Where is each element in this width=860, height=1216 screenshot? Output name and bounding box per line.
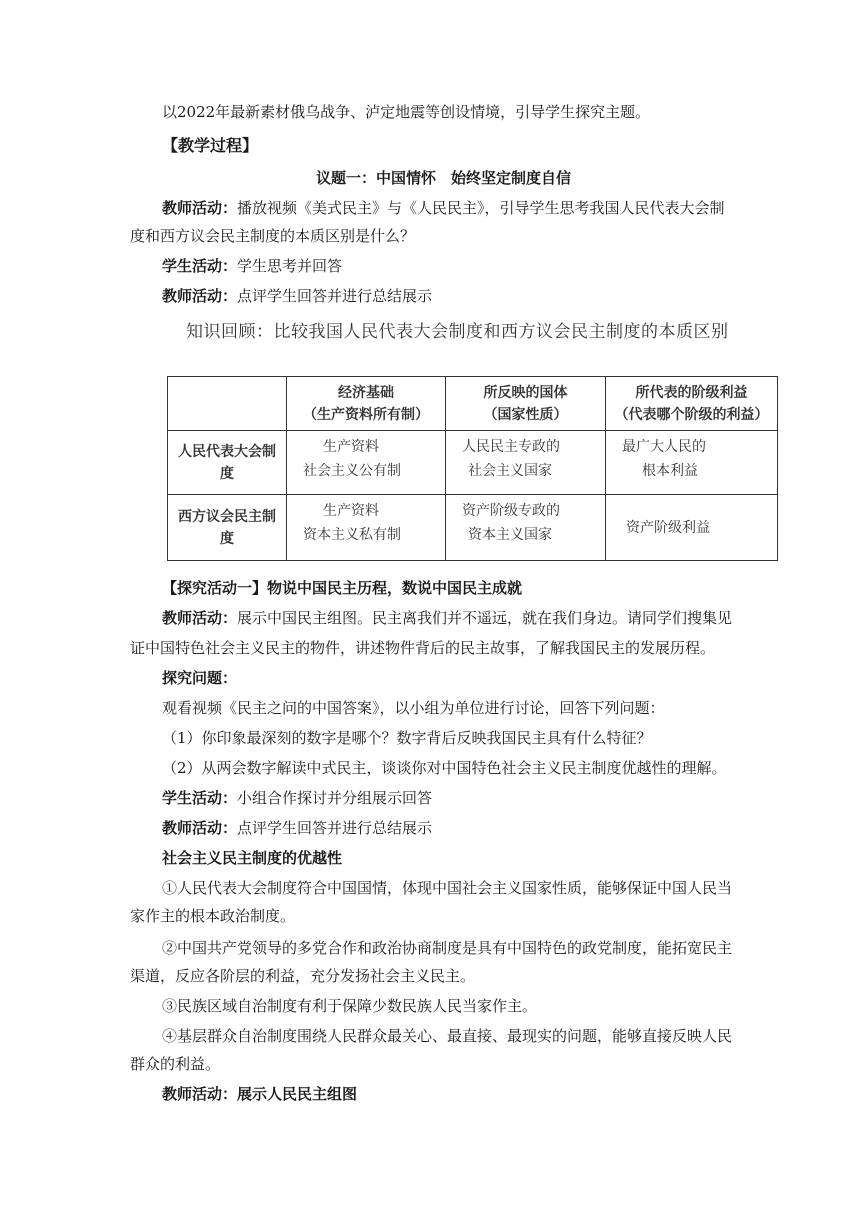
- advantage-title: 社会主义民主制度的优越性: [162, 849, 343, 867]
- table-row-header: 西方议会民主制 度: [168, 495, 287, 561]
- activity-text: 展示中国民主组图。民主离我们并不遥远，就在我们身边。请同学们搜集见: [237, 609, 733, 627]
- table-corner-cell: [168, 377, 287, 431]
- table-cell: 生产资料 社会主义公有制: [287, 431, 446, 495]
- activity-label: 教师活动：: [162, 1085, 238, 1103]
- activity-label: 学生活动：: [162, 257, 238, 275]
- advantage-point-4: ④基层群众自治制度围绕人民群众最关心、最直接、最现实的问题，能够直接反映人民: [162, 1027, 733, 1045]
- advantage-point-4-cont: 群众的利益。: [130, 1055, 221, 1073]
- question-2: （2）从两会数字解读中式民主，谈谈你对中国特色社会主义民主制度优越性的理解。: [162, 759, 727, 777]
- knowledge-review-title: 知识回顾：比较我国人民代表大会制度和西方议会民主制度的本质区别: [186, 322, 729, 342]
- question-intro: 观看视频《民主之问的中国答案》，以小组为单位进行讨论，回答下列问题：: [162, 699, 665, 717]
- table-row-header: 人民代表大会制 度: [168, 431, 287, 495]
- table-header-cell: 所代表的阶级利益 （代表哪个阶级的利益）: [606, 377, 778, 431]
- activity-text: 小组合作探讨并分组展示回答: [237, 789, 433, 807]
- intro-text: 以2022年最新素材俄乌战争、泸定地震等创设情境，引导学生探究主题。: [162, 103, 651, 121]
- activity-text: 播放视频《美式民主》与《人民民主》，引导学生思考我国人民代表大会制: [237, 199, 725, 217]
- activity-one-title: 【探究活动一】物说中国民主历程，数说中国民主成就: [162, 579, 523, 597]
- teacher-activity-3: [162, 608, 732, 628]
- comparison-table: [167, 376, 778, 561]
- table-row: [168, 431, 778, 495]
- teacher-activity-1-cont: 度和西方议会民主制度的本质区别是什么？: [130, 227, 416, 245]
- question-label: 探究问题：: [162, 669, 238, 687]
- activity-label: 教师活动：: [162, 287, 238, 305]
- student-activity-1: [162, 256, 342, 276]
- activity-label: 教师活动：: [162, 609, 238, 627]
- activity-text: 展示人民民主组图: [237, 1085, 358, 1103]
- table-header-cell: 所反映的国体 （国家性质）: [446, 377, 606, 431]
- table-cell: 资产阶级利益: [606, 495, 778, 561]
- activity-text: 点评学生回答并进行总结展示: [237, 287, 433, 305]
- teacher-activity-3-cont: 证中国特色社会主义民主的物件，讲述物件背后的民主故事，了解我国民主的发展历程。: [130, 639, 716, 657]
- activity-label: 学生活动：: [162, 789, 238, 807]
- student-activity-2: [162, 788, 432, 808]
- table-cell: 资产阶级专政的 资本主义国家: [446, 495, 606, 561]
- advantage-point-2-cont: 渠道，反应各阶层的利益，充分发扬社会主义民主。: [130, 967, 476, 985]
- table-header-cell: 经济基础 （生产资料所有制）: [287, 377, 446, 431]
- activity-text: 学生思考并回答: [237, 257, 343, 275]
- table-cell: 人民民主专政的 社会主义国家: [446, 431, 606, 495]
- activity-label: 教师活动：: [162, 819, 238, 837]
- table-cell: 最广大人民的 根本利益: [606, 431, 778, 495]
- advantage-point-2: ②中国共产党领导的多党合作和政治协商制度是具有中国特色的政党制度，能拓宽民主: [162, 939, 733, 957]
- advantage-point-1: ①人民代表大会制度符合中国国情，体现中国社会主义国家性质，能够保证中国人民当: [162, 879, 733, 897]
- table-cell: 生产资料 资本主义私有制: [287, 495, 446, 561]
- section-title: 【教学过程】: [162, 136, 259, 155]
- activity-text: 点评学生回答并进行总结展示: [237, 819, 433, 837]
- teacher-activity-5: [162, 1084, 357, 1104]
- teacher-activity-1: [162, 198, 725, 218]
- topic-title: 议题一：中国情怀 始终坚定制度自信: [316, 169, 572, 187]
- table-header-row: [168, 377, 778, 431]
- activity-label: 教师活动：: [162, 199, 238, 217]
- advantage-point-1-cont: 家作主的根本政治制度。: [130, 907, 296, 925]
- teacher-activity-2: [162, 286, 432, 306]
- table-row: [168, 495, 778, 561]
- teacher-activity-4: [162, 818, 432, 838]
- advantage-point-3: ③民族区域自治制度有利于保障少数民族人民当家作主。: [162, 997, 538, 1015]
- question-1: （1）你印象最深刻的数字是哪个？数字背后反映我国民主具有什么特征？: [162, 729, 652, 747]
